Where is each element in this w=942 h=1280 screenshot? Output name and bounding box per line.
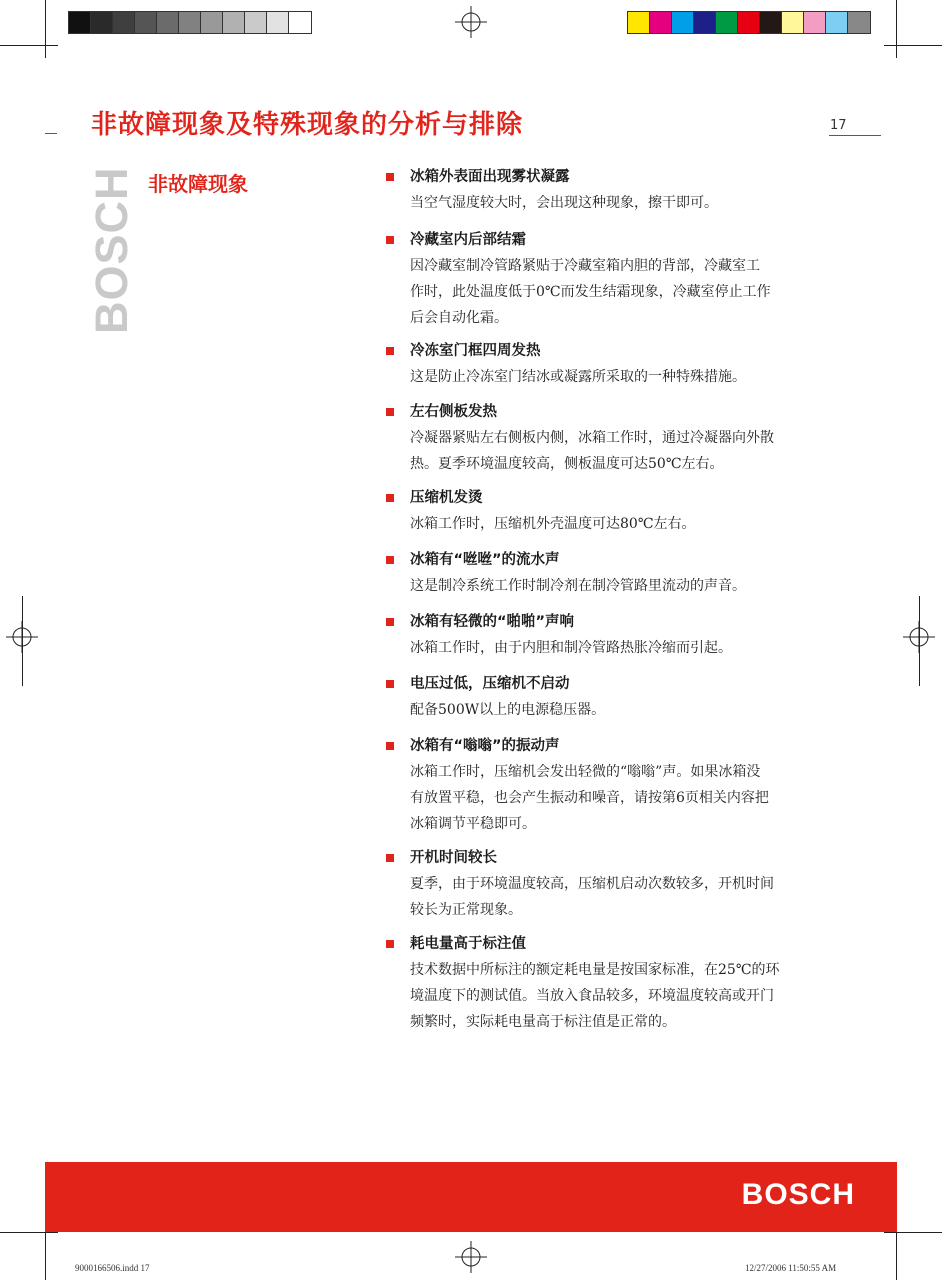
calibration-swatch [201, 12, 223, 33]
description-line: 冷凝器紧贴左右侧板内侧，冰箱工作时，通过冷凝器向外散 [410, 430, 774, 446]
calibration-swatch [628, 12, 650, 33]
list-item [386, 488, 826, 537]
red-square-bullet-icon [386, 940, 394, 948]
list-item [386, 167, 826, 216]
description-line: 夏季，由于环境温度较高，压缩机启动次数较多，开机时间 [410, 876, 774, 892]
registration-guide [919, 596, 920, 686]
item-title: 冰箱有“嗡嗡”的振动声 [410, 738, 560, 754]
item-description [410, 425, 826, 477]
item-description [410, 190, 826, 216]
list-item [386, 848, 826, 923]
description-line: 这是制冷系统工作时制冷剂在制冷管路里流动的声音。 [410, 578, 746, 594]
description-line: 较长为正常现象。 [410, 902, 522, 918]
item-title: 开机时间较长 [410, 850, 497, 866]
description-line: 当空气湿度较大时，会出现这种现象，擦干即可。 [410, 195, 718, 211]
list-item [386, 934, 826, 1035]
calibration-swatch [804, 12, 826, 33]
description-line: 冰箱工作时，由于内胆和制冷管路热胀冷缩而引起。 [410, 640, 732, 656]
calibration-swatch [69, 12, 91, 33]
description-line: 这是防止冷冻室门结冰或凝露所采取的一种特殊措施。 [410, 369, 746, 385]
red-square-bullet-icon [386, 173, 394, 181]
description-line: 因冷藏室制冷管路紧贴于冷藏室箱内胆的背部，冷藏室工 [410, 258, 760, 274]
list-item [386, 230, 826, 331]
red-square-bullet-icon [386, 408, 394, 416]
red-square-bullet-icon [386, 556, 394, 564]
slug-timestamp: 12/27/2006 11:50:55 AM [745, 1263, 837, 1273]
calibration-swatch [135, 12, 157, 33]
description-line: 境温度下的测试值。当放入食品较多，环境温度较高或开门 [410, 988, 774, 1004]
item-title: 电压过低，压缩机不启动 [410, 676, 570, 692]
description-line: 有放置平稳，也会产生振动和噪音，请按第6页相关内容把 [410, 790, 769, 806]
item-description [410, 759, 826, 837]
list-item [386, 550, 826, 599]
description-line: 作时，此处温度低于0℃而发生结霜现象，冷藏室停止工作 [410, 284, 771, 300]
side-brand-logo: BOSCH [86, 166, 137, 334]
list-item [386, 341, 826, 390]
calibration-swatch [157, 12, 179, 33]
description-line: 热。夏季环境温度较高，侧板温度可达50℃左右。 [410, 456, 724, 472]
red-square-bullet-icon [386, 680, 394, 688]
title-marker [45, 133, 57, 134]
calibration-swatch [760, 12, 782, 33]
calibration-swatch [848, 12, 870, 33]
footer-brand-logo: BOSCH [741, 1178, 855, 1211]
red-square-bullet-icon [386, 236, 394, 244]
item-description [410, 871, 826, 923]
item-description [410, 957, 826, 1035]
list-item [386, 612, 826, 661]
description-line: 频繁时，实际耗电量高于标注值是正常的。 [410, 1014, 676, 1030]
calibration-swatch [782, 12, 804, 33]
list-item [386, 402, 826, 477]
item-title: 左右侧板发热 [410, 404, 497, 420]
color-calibration-bar [627, 11, 871, 34]
footer-band [45, 1162, 897, 1232]
red-square-bullet-icon [386, 854, 394, 862]
registration-crosshair-icon [455, 6, 487, 38]
description-line: 冰箱工作时，压缩机会发出轻微的“嗡嗡”声。如果冰箱没 [410, 764, 761, 780]
calibration-swatch [267, 12, 289, 33]
registration-guide [22, 596, 23, 686]
calibration-swatch [113, 12, 135, 33]
calibration-swatch [738, 12, 760, 33]
item-description [410, 364, 826, 390]
red-square-bullet-icon [386, 494, 394, 502]
item-title: 冷藏室内后部结霜 [410, 232, 526, 248]
description-line: 后会自动化霜。 [410, 310, 508, 326]
description-line: 技术数据中所标注的额定耗电量是按国家标准，在25℃的环 [410, 962, 780, 978]
calibration-swatch [694, 12, 716, 33]
calibration-swatch [91, 12, 113, 33]
item-title: 冷冻室门框四周发热 [410, 343, 541, 359]
page-number: 17 [830, 118, 847, 133]
item-description [410, 697, 826, 723]
calibration-swatch [179, 12, 201, 33]
slug-file-info: 9000166506.indd 17 [75, 1263, 150, 1273]
calibration-swatch [716, 12, 738, 33]
page-title: 非故障现象及特殊现象的分析与排除 [91, 110, 524, 140]
item-description [410, 635, 826, 661]
red-square-bullet-icon [386, 347, 394, 355]
item-title: 冰箱有“咝咝”的流水声 [410, 552, 560, 568]
red-square-bullet-icon [386, 618, 394, 626]
item-title: 耗电量高于标注值 [410, 936, 526, 952]
calibration-swatch [650, 12, 672, 33]
red-square-bullet-icon [386, 742, 394, 750]
list-item [386, 674, 826, 723]
calibration-swatch [223, 12, 245, 33]
grayscale-calibration-bar [68, 11, 312, 34]
description-line: 冰箱调节平稳即可。 [410, 816, 536, 832]
item-description [410, 253, 826, 331]
description-line: 配备500W以上的电源稳压器。 [410, 702, 606, 718]
calibration-swatch [289, 12, 311, 33]
list-item [386, 736, 826, 837]
item-title: 冰箱有轻微的“啪啪”声响 [410, 614, 575, 630]
item-description [410, 573, 826, 599]
calibration-swatch [826, 12, 848, 33]
section-title: 非故障现象 [148, 172, 248, 196]
registration-crosshair-icon [455, 1241, 487, 1273]
item-title: 冰箱外表面出现雾状凝露 [410, 169, 570, 185]
description-line: 冰箱工作时，压缩机外壳温度可达80℃左右。 [410, 516, 696, 532]
item-title: 压缩机发烫 [410, 490, 483, 506]
item-description [410, 511, 826, 537]
calibration-swatch [672, 12, 694, 33]
calibration-swatch [245, 12, 267, 33]
page-number-rule [829, 135, 881, 136]
